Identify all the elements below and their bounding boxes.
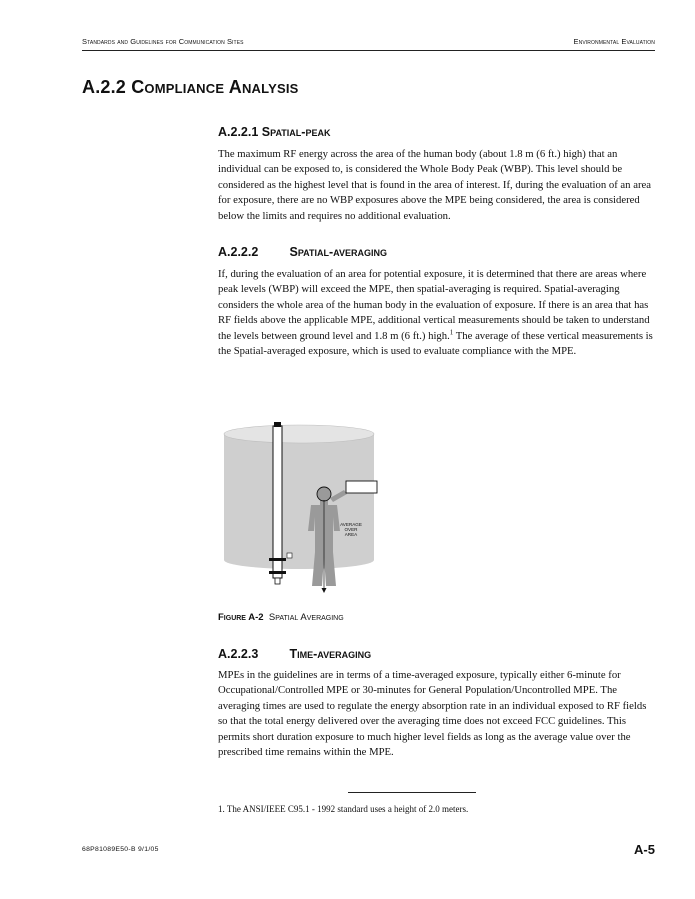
- paragraph-time-averaging: MPEs in the guidelines are in terms of a time-averaged exposure, typically either 6-minute for Occupational/Controlled MPE or 30-minutes for General Population/Uncontrolled MPE. The averaging times are used to regulate the energy absorption rate in an individual exposed to RF fields so that the total energy delivered over the averaging time does not exceed FCC guidelines. This permits short duration exposure to much higher level fields as long as the average value over the prescribed time remains within the MPE.: [218, 669, 647, 759]
- running-header-left: Standards and Guidelines for Communication Sites: [82, 37, 244, 46]
- figure-caption-text: Spatial Averaging: [268, 612, 344, 623]
- paragraph-text: If, during the evaluation of an area for potential exposure, it is determined that there are areas where peak levels (WBP) will exceed the MPE, then spatial-averaging is required. Spatial-averaging considers the whole area of the human body in the evaluation of exposure. If there is an area that has RF fields above the applicable MPE, additional vertical measurements should be taken to understand the levels between ground level and 1.8 m (6 ft.) high.: [218, 268, 650, 342]
- footnote-rule: [348, 792, 476, 793]
- tank-top: [224, 425, 374, 443]
- annotation-line: AREA: [344, 532, 358, 537]
- subsection-heading-time-averaging: [218, 647, 371, 661]
- footnote: 1. The ANSI/IEEE C95.1 - 1992 standard uses a height of 2.0 meters.: [218, 804, 469, 814]
- annotation-line: OVER: [344, 527, 358, 532]
- subsection-title: Spatial-peak: [261, 125, 331, 139]
- tank-bottom: [224, 551, 374, 569]
- spatial-averaging-figure: [218, 420, 398, 600]
- footnote-reference[interactable]: 1: [449, 328, 454, 337]
- section-title: A.2.2 Compliance Analysis: [82, 77, 299, 97]
- page-number: A-5: [634, 842, 655, 857]
- meter-box: [346, 481, 377, 493]
- subsection-title: Time-averaging: [289, 647, 372, 661]
- antenna: [273, 426, 282, 578]
- tank-body: [224, 434, 374, 560]
- figure-label: Figure A-2: [218, 612, 264, 623]
- running-header-right: Environmental Evaluation: [573, 37, 655, 46]
- antenna-top-cap: [274, 422, 281, 427]
- paragraph-spatial-peak: The maximum RF energy across the area of the human body (about 1.8 m (6 ft.) high) that an individual can be exposed to, is considered the Whole Body Peak (WBP). This level should be considered as the highest level that is found in the area of interest. If, during the evaluation of an area for exposure, there are no WBP exposures above the MPE being considered, the area is considered below the limits and requires no additional evaluation.: [218, 148, 651, 222]
- subsection-number: A.2.2.3: [218, 647, 259, 661]
- antenna-band: [269, 571, 286, 574]
- document-id: 68P81089E50-B 9/1/05: [82, 846, 159, 853]
- annotation-line: AVERAGE: [340, 522, 362, 527]
- paragraph-spatial-averaging: [218, 267, 655, 359]
- antenna-base: [275, 578, 280, 584]
- subsection-heading-spatial-peak: [218, 125, 330, 139]
- subsection-title: Spatial-averaging: [289, 245, 387, 259]
- subsection-number: A.2.2.2: [218, 245, 259, 259]
- figure-caption: [218, 612, 344, 623]
- subsection-number: A.2.2.1: [218, 125, 259, 139]
- antenna-band: [269, 558, 286, 561]
- measurement-arrowhead: [322, 588, 327, 593]
- antenna-bracket: [287, 553, 292, 558]
- subsection-heading-spatial-averaging: [218, 245, 387, 259]
- paragraph-text-continued: The average of these vertical measurements is the Spatial-averaged exposure, which is used to evaluate compliance with the MPE.: [218, 329, 653, 358]
- header-rule: [82, 50, 655, 51]
